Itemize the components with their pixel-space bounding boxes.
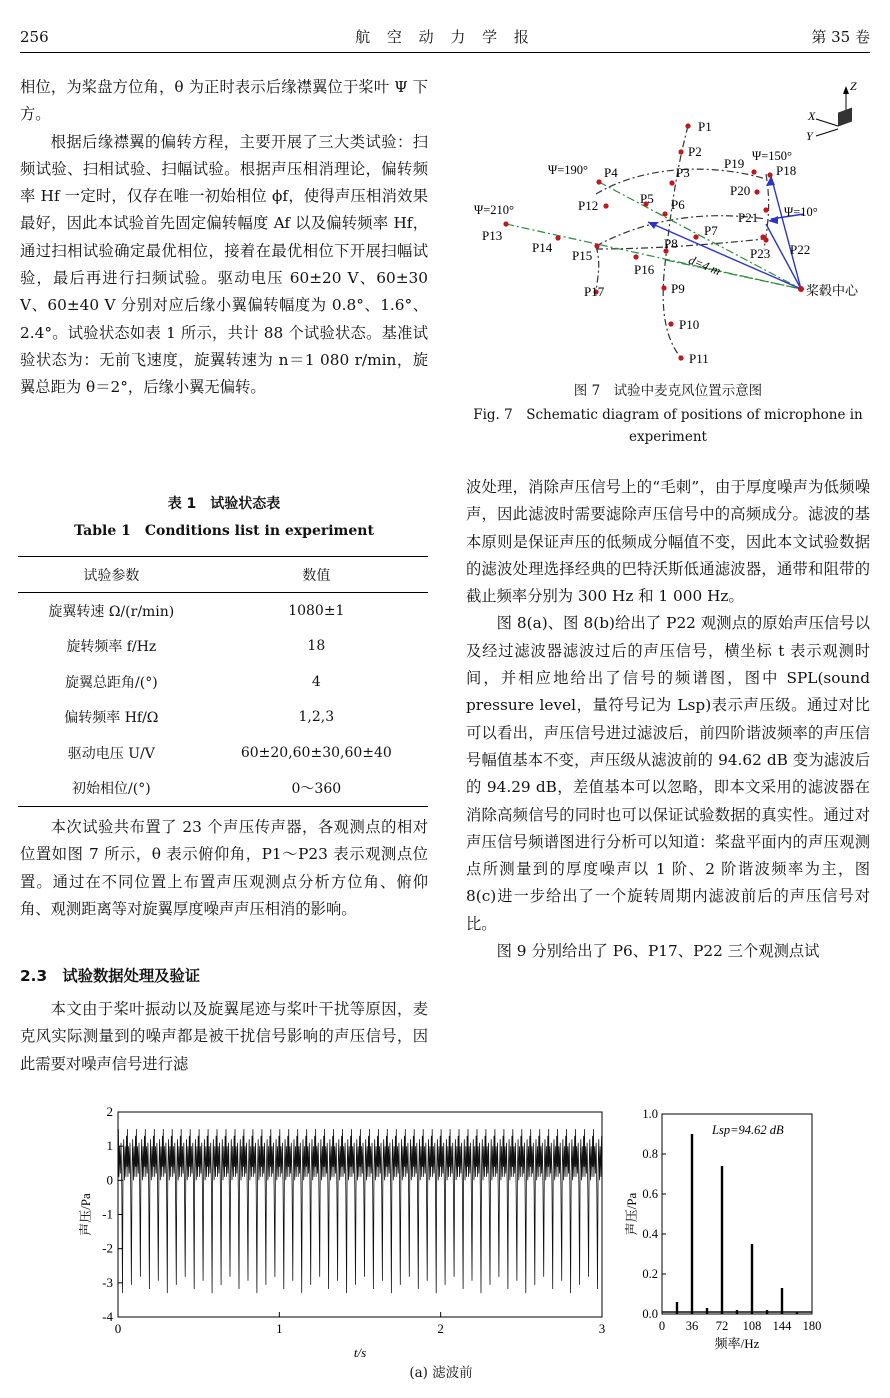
point-label: P20 [730, 183, 751, 198]
table-cell: 1,2,3 [298, 709, 335, 726]
table-caption-cn: 表 1 试验状态表 [167, 496, 281, 512]
point-label: P6 [671, 197, 685, 212]
point-label: P21 [738, 210, 759, 225]
y-tick-label: 0.4 [642, 1227, 658, 1241]
x-tick-label: 144 [772, 1319, 792, 1333]
point-label: P3 [676, 165, 690, 180]
y-tick-label: 0.0 [642, 1307, 658, 1321]
y-axis-label: 声压/Pa [624, 1192, 639, 1236]
point-label: P12 [578, 198, 599, 213]
table-header: 数值 [205, 557, 428, 593]
psi-label: Ψ=210° [474, 203, 515, 217]
figure-7-diagram [466, 74, 870, 374]
table-cell: 驱动电压 U/V [67, 745, 155, 762]
left-column-bottom [20, 814, 428, 923]
left-para2: 根据后缘襟翼的偏转方程，主要开展了三大类试验：扫频试验、扫相试验、扫幅试验。根据声压相消理论，偏转频率 Hf 一定时，仅存在唯一初始相位 ϕf，使得声压相消效果最好，因此本试验首先固定偏转幅度 Af 以及偏转频率 Hf，通过扫相试验确定最优相位，接着在最优相位下开展扫幅试验，最后再进行扫频试验。驱动电压 60±20 V、60±30 V、60±40 V 分别对应后缘小翼偏转幅度为 0.8°、1.6°、2.4°。试验状态如表 1 所示，共计 88 个试验状态。基准试验状态为：无前飞速度，旋翼转速为 n＝1 080 r/min，旋翼总距为 θ＝2°，后缘小翼无偏转。 [20, 132, 428, 397]
y-tick-label: 1 [106, 1138, 113, 1154]
point-label: P14 [532, 240, 553, 255]
signal-line [118, 1129, 602, 1293]
axis-triad [806, 79, 857, 143]
table-cell: 旋翼总距角/(°) [65, 674, 158, 691]
x-tick-label: 0 [114, 1321, 122, 1336]
conditions-table [18, 556, 428, 807]
y-tick-label: 0.2 [642, 1267, 658, 1281]
y-tick-label: -3 [102, 1274, 113, 1290]
x-tick-label: 180 [802, 1319, 822, 1333]
table-row [18, 700, 428, 736]
table-cell: 初始相位/(°) [18, 771, 205, 807]
figure-7-caption-en: Fig. 7 Schematic diagram of positions of microphone in experiment [473, 407, 863, 445]
table-cell: 旋翼转速 Ω/(r/min) [48, 603, 175, 620]
point-label: P8 [664, 236, 678, 251]
figure-8a-caption: (a) 滤波前 [409, 1365, 473, 1381]
table-row [18, 735, 428, 771]
x-axis-label: 频率/Hz [714, 1336, 760, 1351]
table-row [18, 664, 428, 700]
table-cell: 1080±1 [288, 602, 345, 619]
x-tick-label: 36 [685, 1319, 699, 1333]
x-tick-label: 0 [658, 1319, 666, 1333]
point-label: P18 [776, 163, 797, 178]
point-label: P1 [698, 119, 712, 134]
point-label: P15 [572, 248, 593, 263]
volume: 第 35 卷 [811, 28, 870, 46]
table-row [18, 629, 428, 665]
table-cell: 旋转频率 f/Hz [66, 639, 157, 656]
y-tick-label: 2 [106, 1104, 113, 1119]
point-label: P5 [640, 191, 654, 206]
y-tick-label: -1 [102, 1206, 113, 1222]
right-column [466, 474, 870, 965]
point-label: P2 [688, 144, 702, 159]
right-para2: 图 8(a)、图 8(b)给出了 P22 观测点的原始声压信号以及经过滤波器滤波过后的声压信号，横坐标 t 表示观测时间，并相应地给出了信号的频谱图，图中 SPL(sound pressure level，量符号记为 Lsp)表示声压级。通过对比可以看出，声压信号进过滤波后，前四阶谐波频率的声压信号幅值基本不变，声压级从滤波前的 94.62 dB 变为滤波后的 94.29 dB，差值基本可以忽略，即本文采用的滤波器在消除高频信号的同时也可以保证试验数据的真实性。通过对声压信号频谱图进行分析可以知道：桨盘平面内的声压观测点所测量到的厚度噪声以 1 阶、2 阶谐波频率为主，图 8(c)进一步给出了一个旋转周期内滤波前后的声压信号对比。 [466, 614, 870, 933]
point-label: P9 [671, 281, 685, 296]
page-number: 256 [20, 28, 49, 46]
left-column-top [20, 74, 428, 402]
y-tick-label: 0 [106, 1172, 113, 1188]
section-heading: 2.3 试验数据处理及验证 [20, 967, 201, 985]
table-cell: 偏转频率 Hf/Ω [64, 710, 159, 727]
table-cell: 18 [307, 638, 326, 655]
y-tick-label: 0.6 [642, 1187, 658, 1201]
spl-annotation: Lsp=94.62 dB [712, 1123, 784, 1137]
table-cell: 0～360 [205, 771, 428, 807]
spectrum-chart [626, 1108, 826, 1359]
left-para4: 本文由于桨叶振动以及旋翼尾迹与桨叶干扰等原因，麦克风实际测量到的噪声都是被干扰信号影响的声压信号，因此需要对噪声信号进行滤 [20, 1000, 428, 1073]
y-tick-label: 0.8 [642, 1147, 658, 1161]
y-tick-label: -2 [102, 1240, 113, 1256]
point-label: P11 [689, 351, 709, 366]
journal-title: 航 空 动 力 学 报 [355, 28, 535, 46]
axis-z-label: Z [850, 79, 857, 93]
point-label: P7 [704, 223, 718, 238]
right-para1: 波处理，消除声压信号上的“毛刺”，由于厚度噪声为低频噪声，因此滤波时需要滤除声压信号中的高频成分。滤波的基本原则是保证声压的低频成分幅值不变，因此本文试验数据的滤波处理选择经典的巴特沃斯低通滤波器，通带和阻带的截止频率分别为 300 Hz 和 1 000 Hz。 [466, 478, 870, 606]
y-axis-label: 声压/Pa [78, 1193, 93, 1236]
x-tick-label: 108 [742, 1319, 762, 1333]
x-axis-label: t/s [353, 1345, 367, 1360]
table-caption-en: Table 1 Conditions list in experiment [74, 523, 374, 539]
point-label: P22 [790, 242, 811, 257]
table-row [18, 771, 428, 807]
point-label: P4 [604, 165, 618, 180]
point-label: P16 [634, 262, 655, 277]
table-row [18, 593, 428, 629]
point-label: P13 [482, 228, 503, 243]
table-header: 试验参数 [18, 557, 205, 593]
table-header-row [18, 557, 428, 593]
psi-label: Ψ=150° [752, 149, 793, 163]
page-header [20, 26, 870, 53]
hub-label: 桨毂中心 [806, 283, 859, 298]
left-column-end [20, 996, 428, 1078]
left-para1: 相位，为桨盘方位角，θ 为正时表示后缘襟翼位于桨叶 Ψ 下方。 [20, 78, 428, 124]
y-tick-label: -4 [102, 1309, 113, 1324]
psi-label: Ψ=10° [784, 205, 818, 219]
x-tick-label: 2 [437, 1321, 444, 1336]
plot-frame [662, 1114, 812, 1314]
point-label: P19 [724, 156, 745, 171]
table-cell: 60±20,60±30,60±40 [240, 744, 392, 761]
distance-label: d=4 m [686, 252, 723, 279]
y-tick-label: 1.0 [642, 1107, 658, 1121]
left-para3: 本次试验共布置了 23 个声压传声器，各观测点的相对位置如图 7 所示，θ 表示俯仰角，P1～P23 表示观测点位置。通过在不同位置上布置声压观测点分析方位角、俯仰角、观测距离等对旋翼厚度噪声声压相消的影响。 [20, 818, 428, 918]
x-tick-label: 1 [276, 1321, 283, 1336]
psi-label: Ψ=190° [548, 163, 589, 177]
right-para3: 图 9 分别给出了 P6、P17、P22 三个观测点试 [496, 942, 820, 961]
x-tick-label: 3 [598, 1321, 606, 1336]
point-label: P17 [584, 284, 605, 299]
table-cell: 4 [311, 673, 321, 690]
axis-y-label: Y [806, 129, 813, 143]
time-signal-chart [74, 1104, 614, 1359]
x-tick-label: 72 [715, 1319, 729, 1333]
axis-x-label: X [808, 109, 816, 123]
point-label: P10 [679, 317, 700, 332]
point-label: P23 [750, 246, 771, 261]
figure-7-caption-cn: 图 7 试验中麦克风位置示意图 [573, 383, 763, 399]
